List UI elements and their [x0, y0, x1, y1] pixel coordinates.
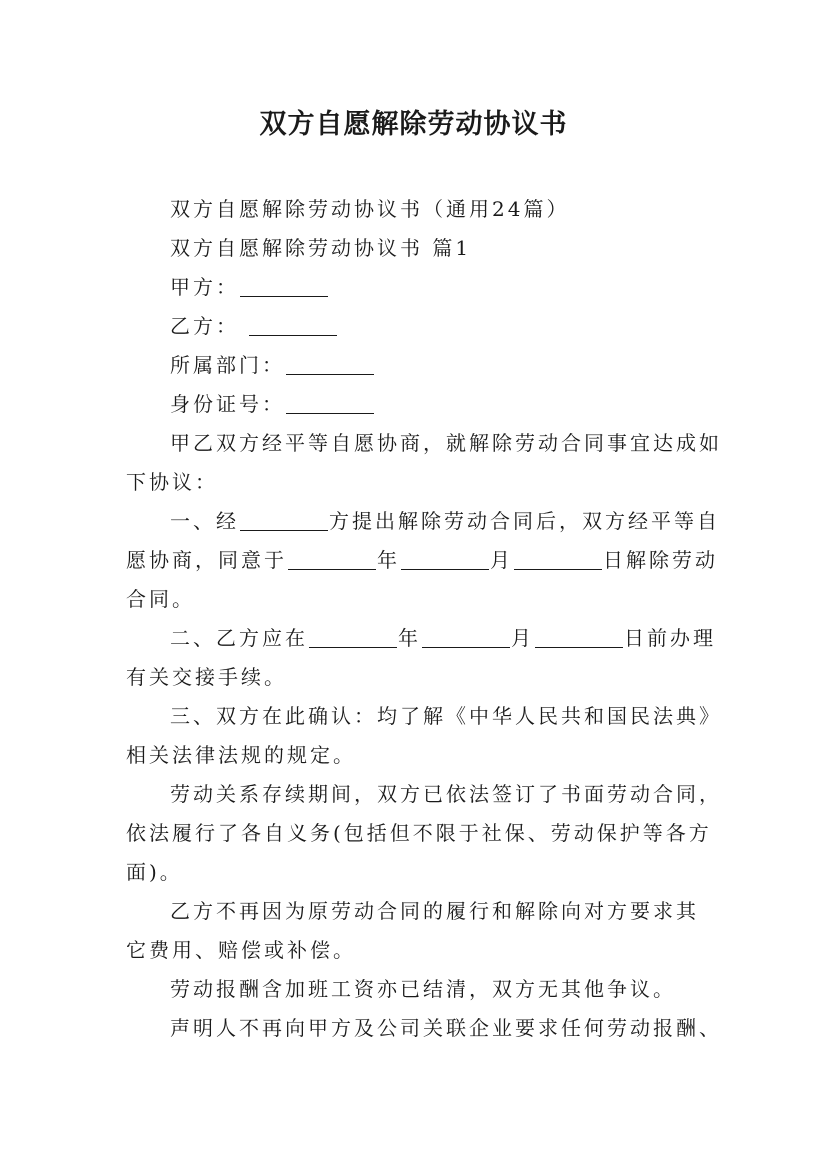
clause1-text-b: 方提出解除劳动合同后，双方经平等自	[329, 509, 720, 533]
para4-line-3: 面)。	[126, 860, 183, 884]
para4-line-2: 依法履行了各自义务(包括但不限于社保、劳动保护等各方	[126, 821, 712, 845]
party-a-blank	[240, 274, 328, 297]
clause2-month-blank	[422, 625, 510, 648]
clause1-year-label: 年	[377, 548, 400, 572]
clause1-line-1	[126, 502, 720, 541]
para5-line-2: 它费用、赔偿或补偿。	[126, 938, 356, 962]
department-label: 所属部门：	[170, 353, 285, 377]
para7-line-1: 声明人不再向甲方及公司关联企业要求任何劳动报酬、	[170, 1016, 722, 1040]
id-line	[126, 385, 716, 424]
clause1-party-blank	[240, 508, 328, 531]
para5-line-1: 乙方不再因为原劳动合同的履行和解除向对方要求其	[170, 899, 699, 923]
party-b-blank	[249, 313, 337, 336]
department-line	[126, 346, 716, 385]
party-a-label: 甲方：	[170, 275, 239, 299]
clause2-month-label: 月	[511, 626, 534, 650]
party-b-label: 乙方：	[170, 314, 239, 338]
clause1-day-blank	[514, 547, 602, 570]
intro-line-1: 甲乙双方经平等自愿协商，就解除劳动合同事宜达成如	[170, 431, 722, 455]
document-title: 双方自愿解除劳动协议书	[259, 109, 568, 140]
clause2-line-1	[126, 619, 716, 658]
clause1-text-c: 愿协商，同意于	[126, 548, 287, 572]
clause1-day-label: 日解除劳动	[603, 548, 718, 572]
department-blank	[286, 352, 374, 375]
para4-line-1: 劳动关系存续期间，双方已依法签订了书面劳动合同，	[170, 782, 722, 806]
document-body	[126, 190, 722, 1048]
clause2-day-label: 日前办理	[624, 626, 716, 650]
clause3-line-1: 三、双方在此确认：均了解《中华人民共和国民法典》	[170, 704, 722, 728]
intro-line-2: 下协议：	[126, 470, 218, 494]
party-a-line	[126, 268, 716, 307]
clause2-year-label: 年	[398, 626, 421, 650]
clause1-line-2	[126, 541, 716, 580]
clause1-line-3: 合同。	[126, 587, 195, 611]
clause1-text-a: 一、经	[170, 509, 239, 533]
clause2-line-2: 有关交接手续。	[126, 665, 287, 689]
id-blank	[286, 391, 374, 414]
para6-line-1: 劳动报酬含加班工资亦已结清，双方无其他争议。	[170, 977, 676, 1001]
clause1-month-label: 月	[490, 548, 513, 572]
clause1-year-blank	[288, 547, 376, 570]
section-heading: 双方自愿解除劳动协议书 篇1	[170, 236, 472, 260]
clause3-line-2: 相关法律法规的规定。	[126, 743, 356, 767]
clause2-day-blank	[535, 625, 623, 648]
clause2-year-blank	[309, 625, 397, 648]
subtitle: 双方自愿解除劳动协议书（通用24篇）	[170, 197, 570, 221]
clause2-text-a: 二、乙方应在	[170, 626, 308, 650]
clause1-month-blank	[401, 547, 489, 570]
id-label: 身份证号：	[170, 392, 285, 416]
party-b-line	[126, 307, 716, 346]
